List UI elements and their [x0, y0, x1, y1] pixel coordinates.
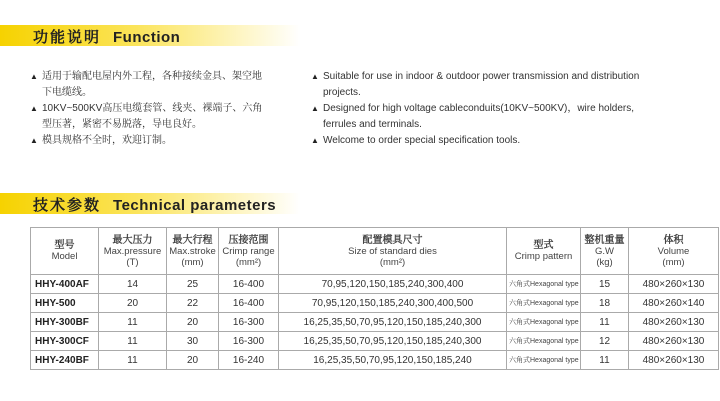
cell-range: 16-300 — [219, 332, 279, 351]
header-en: Model — [51, 251, 78, 262]
table-row — [31, 313, 719, 332]
cell-stroke: 30 — [167, 332, 219, 351]
function-title — [33, 26, 180, 47]
table-row — [31, 351, 719, 370]
function-title-cn: 功能说明 — [33, 29, 102, 46]
cell-range: 16-240 — [219, 351, 279, 370]
cell-volume: 480×260×130 — [629, 275, 719, 294]
cell-volume: 480×260×130 — [629, 332, 719, 351]
function-title-en: Function — [113, 29, 181, 46]
cell-weight: 12 — [581, 332, 629, 351]
en-line: Suitable for use in indoor & outdoor power transmission and distribution — [323, 71, 640, 82]
cell-stroke: 20 — [167, 351, 219, 370]
en-line: Designed for high voltage cableconduits(10KV~500KV)，wire holders, — [323, 103, 635, 114]
cell-stroke: 20 — [167, 313, 219, 332]
cell-dies: 70,95,120,150,185,240,300,400,500 — [279, 294, 507, 313]
tech-title-cn: 技术参数 — [33, 197, 102, 214]
header-en: Crimp range — [222, 245, 275, 257]
cell-pressure: 20 — [99, 294, 167, 313]
header-cn: 型号 — [54, 240, 75, 251]
header-cn: 最大行程 — [172, 234, 213, 246]
cell-weight: 18 — [581, 294, 629, 313]
header-en: Crimp pattern — [514, 251, 573, 262]
header-cell — [31, 228, 99, 275]
header-en: Max.stroke — [169, 245, 216, 257]
cell-stroke: 22 — [167, 294, 219, 313]
table-body — [31, 275, 719, 370]
tech-banner — [0, 193, 300, 214]
function-en-list — [311, 69, 691, 149]
function-cn-list — [30, 69, 305, 149]
cn-item-2 — [30, 101, 305, 133]
cn-item-3 — [30, 133, 305, 149]
cn-line: 下电缆线。 — [42, 87, 92, 98]
cell-pattern: 六角式Hexagonal type — [507, 275, 581, 294]
cell-pattern: 六角式Hexagonal type — [507, 332, 581, 351]
header-cell — [167, 228, 219, 275]
cell-volume: 480×260×140 — [629, 294, 719, 313]
cell-range: 16-400 — [219, 275, 279, 294]
bullet-triangle-icon: ▲ — [30, 104, 38, 113]
header-cell — [99, 228, 167, 275]
header-cell — [219, 228, 279, 275]
header-cn: 体积 — [663, 234, 684, 246]
header-en: Volume — [657, 245, 690, 257]
cell-pattern: 六角式Hexagonal type — [507, 294, 581, 313]
cell-dies: 16,25,35,50,70,95,120,150,185,240,300 — [279, 313, 507, 332]
bullet-triangle-icon: ▲ — [30, 72, 38, 81]
cell-model: HHY-300BF — [31, 313, 99, 332]
cn-line: 型压著，紧密不易脱落，导电良好。 — [42, 119, 202, 130]
cell-pressure: 11 — [99, 351, 167, 370]
en-item-1 — [311, 69, 691, 101]
en-line: Welcome to order special specification tools. — [323, 135, 521, 146]
cell-model: HHY-240BF — [31, 351, 99, 370]
table-header-row — [31, 228, 719, 275]
table-row — [31, 332, 719, 351]
en-line: ferrules and terminals. — [323, 119, 422, 130]
header-en: G.W — [595, 245, 614, 257]
cell-pattern: 六角式Hexagonal type — [507, 351, 581, 370]
cell-dies: 16,25,35,50,70,95,120,150,185,240 — [279, 351, 507, 370]
cell-weight: 11 — [581, 351, 629, 370]
cell-weight: 11 — [581, 313, 629, 332]
bullet-triangle-icon: ▲ — [30, 136, 38, 145]
header-unit: (mm²) — [379, 256, 406, 268]
header-cell — [581, 228, 629, 275]
en-item-2 — [311, 101, 691, 133]
header-unit: (T) — [126, 256, 139, 268]
en-line: projects. — [323, 87, 361, 98]
cell-pressure: 14 — [99, 275, 167, 294]
table-row — [31, 294, 719, 313]
cell-weight: 15 — [581, 275, 629, 294]
cell-pressure: 11 — [99, 332, 167, 351]
en-item-3 — [311, 133, 691, 149]
cell-stroke: 25 — [167, 275, 219, 294]
cell-volume: 480×260×130 — [629, 313, 719, 332]
cell-range: 16-400 — [219, 294, 279, 313]
header-cell — [279, 228, 507, 275]
header-unit: (mm) — [181, 256, 204, 268]
function-banner — [0, 25, 300, 46]
header-cn: 型式 — [533, 240, 554, 251]
cn-line: 模具规格不全时，欢迎订制。 — [42, 135, 172, 146]
cell-model: HHY-500 — [31, 294, 99, 313]
header-cn: 整机重量 — [584, 234, 625, 246]
header-en: Max.pressure — [103, 245, 162, 257]
tech-params-table — [30, 227, 719, 370]
cell-dies: 16,25,35,50,70,95,120,150,185,240,300 — [279, 332, 507, 351]
cell-pattern: 六角式Hexagonal type — [507, 313, 581, 332]
cn-item-1 — [30, 69, 305, 101]
header-cn: 配置模具尺寸 — [362, 234, 423, 246]
cell-range: 16-300 — [219, 313, 279, 332]
header-unit: (mm²) — [235, 256, 262, 268]
table-row — [31, 275, 719, 294]
header-cn: 最大压力 — [112, 234, 153, 246]
cell-model: HHY-300CF — [31, 332, 99, 351]
cell-dies: 70,95,120,150,185,240,300,400 — [279, 275, 507, 294]
cn-line: 10KV~500KV高压电缆套管、线夹、裸端子、六角 — [42, 103, 263, 114]
bullet-triangle-icon: ▲ — [311, 136, 319, 145]
bullet-triangle-icon: ▲ — [311, 104, 319, 113]
header-cell — [629, 228, 719, 275]
cell-volume: 480×260×130 — [629, 351, 719, 370]
tech-title-en: Technical parameters — [113, 197, 277, 214]
tech-title — [33, 194, 276, 215]
header-cell — [507, 228, 581, 275]
header-cn: 压接范围 — [228, 234, 269, 246]
cell-model: HHY-400AF — [31, 275, 99, 294]
cn-line: 适用于输配电屋内外工程，各种接续金具、架空地 — [42, 71, 262, 82]
bullet-triangle-icon: ▲ — [311, 72, 319, 81]
header-unit: (kg) — [596, 256, 613, 268]
header-unit: (mm) — [662, 256, 685, 268]
header-en: Size of standard dies — [348, 245, 437, 257]
cell-pressure: 11 — [99, 313, 167, 332]
